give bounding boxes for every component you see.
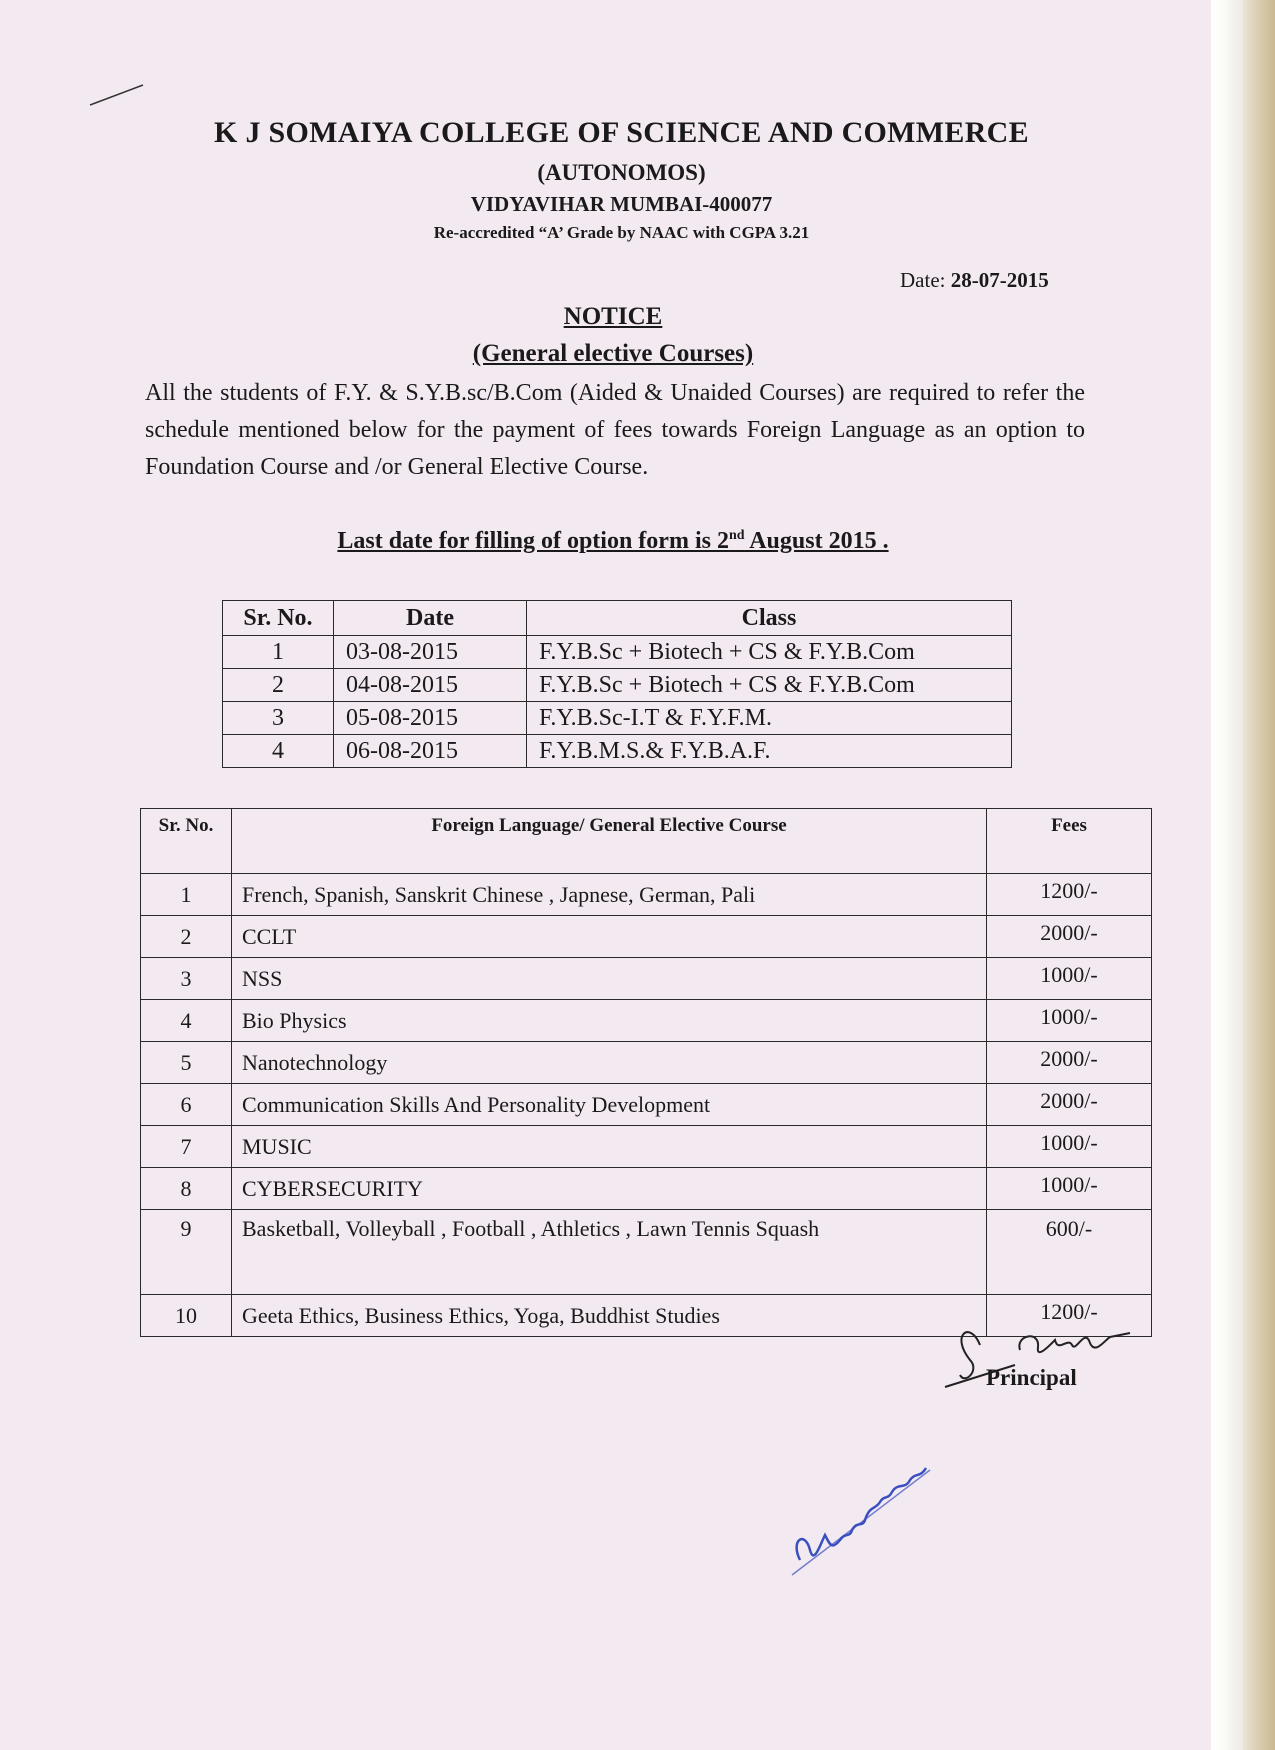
schedule-sr: 4 [223, 735, 334, 768]
fees-header-sr: Sr. No. [141, 809, 232, 874]
table-row [141, 1042, 1152, 1084]
schedule-header-date: Date [334, 601, 527, 636]
fees-course: MUSIC [232, 1126, 987, 1168]
fees-sr: 7 [141, 1126, 232, 1168]
fees-amount: 1000/- [987, 1168, 1152, 1210]
fees-table [140, 808, 1152, 1337]
fees-header-row [141, 809, 1152, 874]
fees-course: CCLT [232, 916, 987, 958]
college-name: K J SOMAIYA COLLEGE OF SCIENCE AND COMMERCE [214, 116, 1029, 149]
fees-sr: 10 [141, 1295, 232, 1337]
stray-pen-mark [88, 80, 148, 110]
fees-course: NSS [232, 958, 987, 1000]
last-date-suffix: August 2015 . [744, 528, 889, 554]
table-row [223, 702, 1012, 735]
fees-amount: 2000/- [987, 1042, 1152, 1084]
fees-sr: 6 [141, 1084, 232, 1126]
fees-course: French, Spanish, Sanskrit Chinese , Japnese, German, Pali [232, 874, 987, 916]
fees-course: Communication Skills And Personality Development [232, 1084, 987, 1126]
schedule-sr: 2 [223, 669, 334, 702]
date-value: 28-07-2015 [950, 268, 1049, 292]
schedule-header-row [223, 601, 1012, 636]
fees-sr: 4 [141, 1000, 232, 1042]
fees-amount: 1200/- [987, 1295, 1152, 1337]
table-row [141, 958, 1152, 1000]
notice-title: NOTICE [563, 303, 663, 330]
fees-amount: 2000/- [987, 916, 1152, 958]
fees-course: CYBERSECURITY [232, 1168, 987, 1210]
table-row [141, 1168, 1152, 1210]
table-row [223, 669, 1012, 702]
handwritten-signature [780, 1450, 950, 1590]
fees-course: Nanotechnology [232, 1042, 987, 1084]
fees-amount: 1000/- [987, 958, 1152, 1000]
fees-amount: 600/- [987, 1210, 1152, 1295]
table-row [223, 636, 1012, 669]
college-status: (AUTONOMOS) [537, 160, 706, 185]
schedule-date: 03-08-2015 [334, 636, 527, 669]
table-row [141, 874, 1152, 916]
fees-amount: 2000/- [987, 1084, 1152, 1126]
schedule-header-class: Class [527, 601, 1012, 636]
schedule-date: 05-08-2015 [334, 702, 527, 735]
fees-course: Bio Physics [232, 1000, 987, 1042]
page-edge-shadow [1211, 0, 1243, 1750]
schedule-sr: 1 [223, 636, 334, 669]
table-row [141, 1126, 1152, 1168]
notice-date [900, 268, 1049, 293]
fees-sr: 9 [141, 1210, 232, 1295]
notice-body: All the students of F.Y. & S.Y.B.sc/B.Com (Aided & Unaided Courses) are required to refer the schedule mentioned below for the payment of fees towards Foreign Language as an option to Foundation Course and /or General Elective Course. [145, 380, 1085, 480]
college-address: VIDYAVIHAR MUMBAI-400077 [470, 192, 773, 216]
table-row [141, 916, 1152, 958]
fees-amount: 1000/- [987, 1000, 1152, 1042]
table-row [141, 1084, 1152, 1126]
fees-amount: 1000/- [987, 1126, 1152, 1168]
fees-sr: 1 [141, 874, 232, 916]
fees-amount: 1200/- [987, 874, 1152, 916]
fees-course: Geeta Ethics, Business Ethics, Yoga, Buddhist Studies [232, 1295, 987, 1337]
date-label: Date: [900, 268, 951, 292]
last-date-sup: nd [728, 528, 745, 543]
scan-background-edge [1243, 0, 1275, 1750]
schedule-class: F.Y.B.Sc-I.T & F.Y.F.M. [527, 702, 1012, 735]
table-row [141, 1210, 1152, 1295]
fees-sr: 3 [141, 958, 232, 1000]
fees-sr: 8 [141, 1168, 232, 1210]
schedule-date: 04-08-2015 [334, 669, 527, 702]
schedule-header-sr: Sr. No. [223, 601, 334, 636]
schedule-class: F.Y.B.M.S.& F.Y.B.A.F. [527, 735, 1012, 768]
last-date-prefix: Last date for filling of option form is 2 [337, 528, 729, 554]
schedule-sr: 3 [223, 702, 334, 735]
accreditation-line: Re-accredited “A’ Grade by NAAC with CGPA 3.21 [433, 223, 810, 242]
schedule-table [222, 600, 1012, 768]
schedule-date: 06-08-2015 [334, 735, 527, 768]
table-row [223, 735, 1012, 768]
fees-header-fees: Fees [987, 809, 1152, 874]
fees-sr: 5 [141, 1042, 232, 1084]
table-row [141, 1000, 1152, 1042]
fees-course: Basketball, Volleyball , Football , Athletics , Lawn Tennis Squash [232, 1210, 987, 1295]
principal-label: Principal [986, 1365, 1077, 1390]
notice-subtitle: (General elective Courses) [472, 340, 754, 367]
last-date-line [0, 528, 1226, 555]
fees-header-course: Foreign Language/ General Elective Course [232, 809, 987, 874]
fees-sr: 2 [141, 916, 232, 958]
schedule-class: F.Y.B.Sc + Biotech + CS & F.Y.B.Com [527, 669, 1012, 702]
schedule-class: F.Y.B.Sc + Biotech + CS & F.Y.B.Com [527, 636, 1012, 669]
